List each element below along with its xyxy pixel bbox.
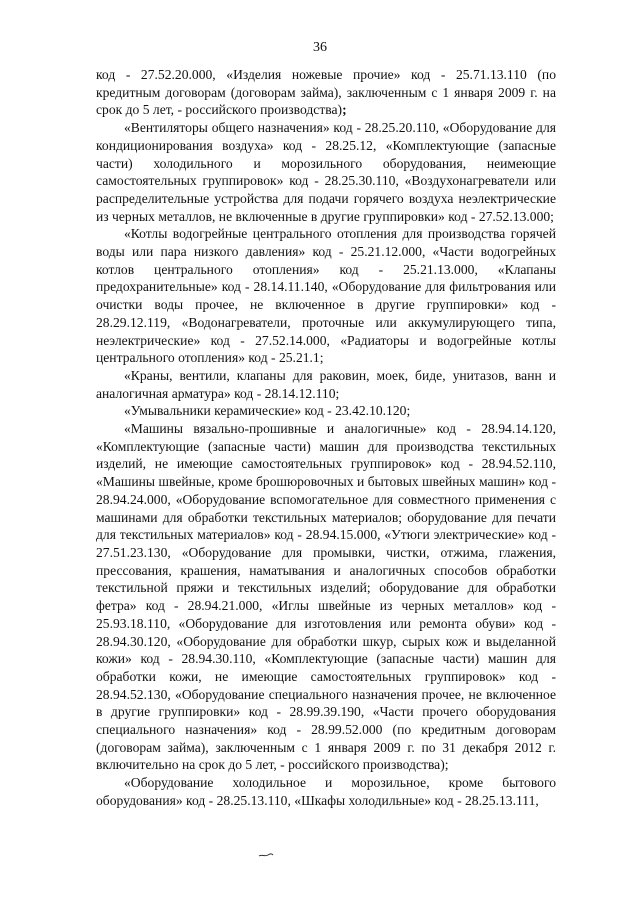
ink-mark [258,852,274,858]
page-number: 36 [313,40,327,55]
paragraph-2: «Вентиляторы общего назначения» код - 28.25.20.110, «Оборудование для кондиционирования воздуха» код - 28.25.12, «Комплектующие (запасные части) холодильного и морозильного оборудования, неимеющие самостоятельных группировок» код - 28.25.30.110, «Воздухонагреватели или распределительные устройства для подачи горячего воздуха неэлектрические из черных металлов, не включенные в другие группировки» код - 27.52.13.000; [96,120,556,224]
paragraph-6: «Машины вязально-прошивные и аналогичные» код - 28.94.14.120, «Комплектующие (запасные части) машин для производства текстильных изделий, не имеющие самостоятельных группировок» код - 28.94.52.110, «Машины швейные, кроме брошюровочных и бытовых швейных машин» код - 28.94.24.000, «Оборудование вспомогательное для совместного применения с машинами для обработки текстильных материалов; оборудование для печати для текстильных материалов» код - 28.94.15.000, «Утюги электрические» код - 27.51.23.130, «Оборудование для промывки, чистки, отжима, глажения, прессования, крашения, наматывания и аналогичных способов обработки текстильной пряжи и текстильных изделий; оборудование для обработки фетра» код - 28.94.21.000, «Иглы швейные из черных металлов» код - 25.93.18.110, «Оборудование для изготовления или ремонта обуви» код - 28.94.30.120, «Оборудование для обработки шкур, сырых кож и выделанной кожи» код - 28.94.30.110, «Комплектующие (запасные части) машин для обработки кожи, не имеющие самостоятельных группировок» код - 28.94.52.130, «Оборудование специального назначения прочее, не включенное в другие группировки» код - 28.99.39.190, «Части прочего оборудования специального назначения» код - 28.99.52.000 (по кредитным договорам (договорам займа), заключенным с 1 января 2009 г. по 31 декабря 2012 г. включительно на срок до 5 лет, - российского производства); [96,421,556,773]
paragraph-4: «Краны, вентили, клапаны для раковин, моек, биде, унитазов, ванн и аналогичная арматура» код - 28.14.12.110; [96,367,556,401]
paragraph-5: «Умывальники керамические» код - 23.42.10.120; [124,403,411,419]
paragraph-3: «Котлы водогрейные центрального отопления для производства горячей воды или пара низкого давления» код - 25.21.12.000, «Части водогрейных котлов центрального отопления» код - 25.21.13.000, «Клапаны предохранительные» код - 28.14.11.140, «Оборудование для фильтрования или очистки воды прочее, не включенное в другие группировки» код - 28.29.12.119, «Водонагреватели, проточные или аккумулирующего типа, неэлектрические» код - 27.52.14.000, «Радиаторы и водогрейные котлы центрального отопления» код - 25.21.1; [96,226,556,366]
paragraph-1-ending: ; [342,102,347,118]
paragraph-1-text: код - 27.52.20.000, «Изделия ножевые прочие» код - 25.71.13.110 (по кредитным договорам (договорам займа), заключенным с 1 января 2009 г. на срок до 5 лет, - российского производства) [96,67,556,118]
paragraph-1 [96,66,556,119]
paragraph-7: «Оборудование холодильное и морозильное, кроме бытового оборудования» код - 28.25.13.110, «Шкафы холодильные» код - 28.25.13.111, [96,775,556,808]
document-body [96,66,556,810]
